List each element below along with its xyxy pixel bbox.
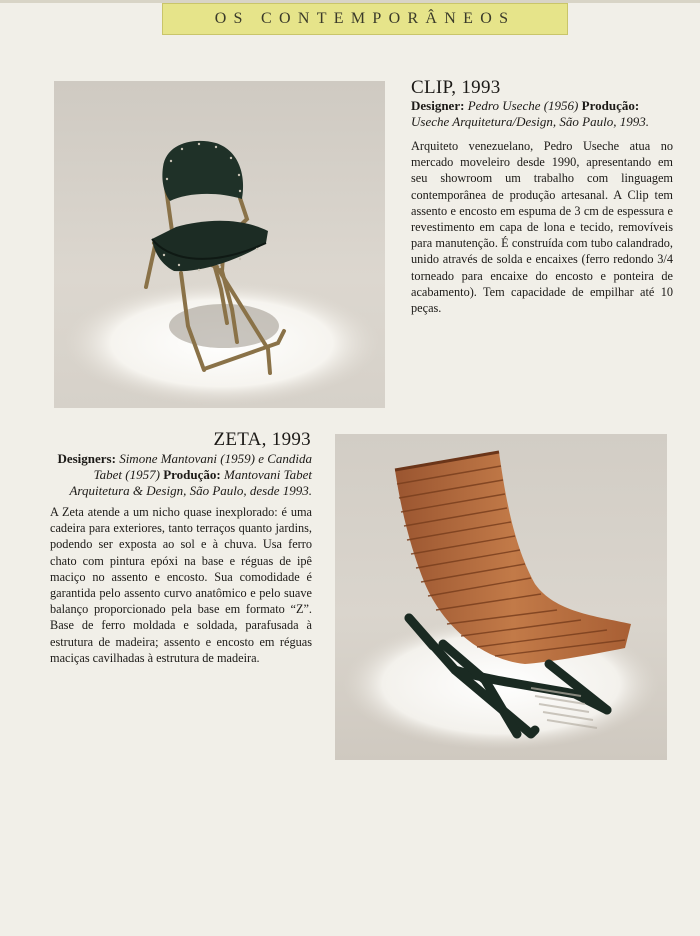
zeta-chair-photo bbox=[335, 434, 667, 760]
clip-credit bbox=[411, 98, 673, 130]
clip-designer: Pedro Useche (1956) bbox=[467, 98, 579, 113]
section-banner bbox=[162, 3, 568, 35]
clip-production-label: Produção: bbox=[581, 98, 640, 113]
section-title: OS CONTEMPORÂNEOS bbox=[214, 10, 516, 27]
clip-title: CLIP, 1993 bbox=[411, 77, 501, 98]
zeta-designers-label: Designers: bbox=[57, 451, 116, 466]
clip-chair-photo bbox=[54, 81, 385, 408]
zeta-production: Mantovani Tabet Arquitetura & Design, São Paulo, desde 1993. bbox=[69, 467, 312, 498]
zeta-title: ZETA, 1993 bbox=[213, 429, 311, 450]
zeta-production-label: Produção: bbox=[163, 467, 221, 482]
zeta-designers: Simone Mantovani (1959) e Candida Tabet (1957) bbox=[93, 451, 312, 482]
clip-production: Useche Arquitetura/Design, São Paulo, 1993. bbox=[411, 114, 649, 129]
zeta-description: A Zeta atende a um nicho quase inexplorado: é uma cadeira para exteriores, tanto terraços quanto jardins, podendo ser exposta ao sol e à chuva. Usa ferro chato com pintura epóxi na base e réguas de ipê maciço no assento e encosto. Sua comodidade é garantida pelo assento curvo anatômico e pelo suave balanço proporcionado pela base em formato “Z”. Base de ferro moldada e soldada, parafusada à estrutura de madeira; assento e encosto em réguas maciças cavilhadas à estrutura de madeira. bbox=[50, 505, 312, 665]
zeta-credit bbox=[50, 451, 312, 499]
clip-designer-label: Designer: bbox=[411, 98, 465, 113]
clip-description: Arquiteto venezuelano, Pedro Useche atua no mercado moveleiro desde 1990, apresentando em seu showroom um trabalho com linguagem contemporânea de produção artesanal. A Clip tem assento e encosto em espuma de 3 cm de espessura e revestimento em capa de lona e tecido, removíveis para manutenção. É construída com tubo calandrado, unido através de solda e encaixes (ferro redondo 3/4 torneado para encaixe do encosto e ponteira de acabamento). Tem capacidade de empilhar até 10 peças. bbox=[411, 139, 673, 316]
